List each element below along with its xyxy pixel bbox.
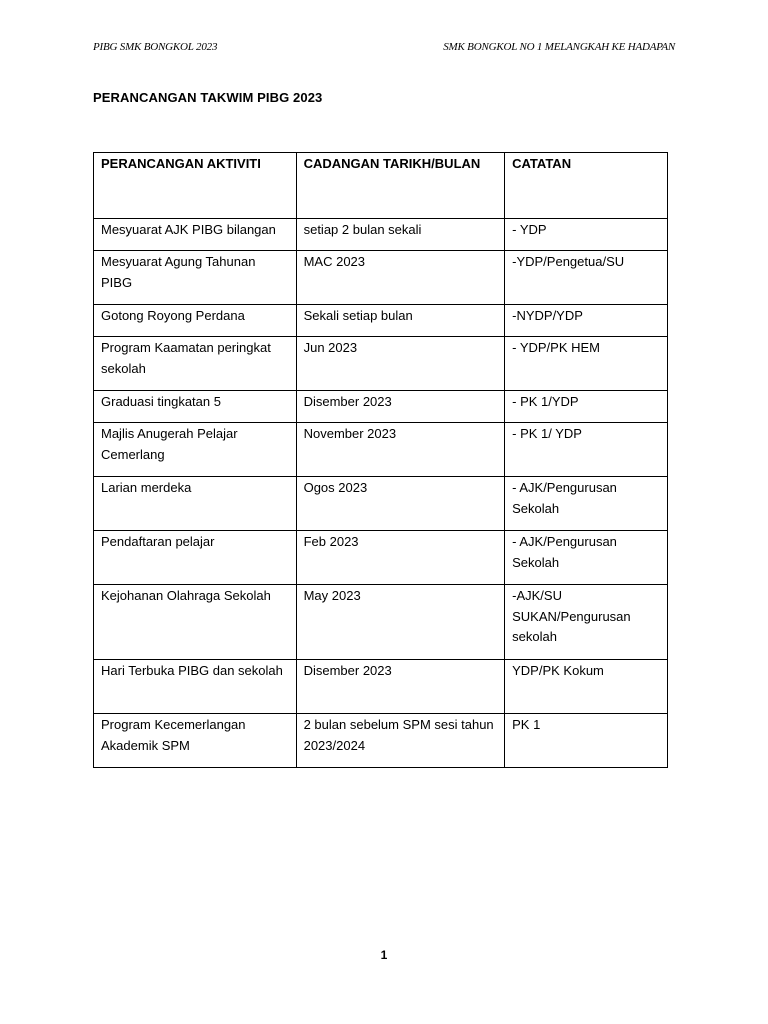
cell-aktiviti: Larian merdeka — [94, 477, 297, 531]
cell-tarikh: Disember 2023 — [296, 391, 505, 423]
table-row — [94, 714, 668, 768]
column-header-tarikh: CADANGAN TARIKH/BULAN — [296, 153, 505, 219]
page-header — [93, 41, 675, 57]
cell-aktiviti: Hari Terbuka PIBG dan sekolah — [94, 660, 297, 714]
cell-aktiviti: Pendaftaran pelajar — [94, 531, 297, 585]
cell-tarikh: setiap 2 bulan sekali — [296, 219, 505, 251]
cell-tarikh: May 2023 — [296, 585, 505, 660]
column-header-catatan: CATATAN — [505, 153, 668, 219]
header-left-text: PIBG SMK BONGKOL 2023 — [93, 41, 218, 53]
table-row — [94, 251, 668, 305]
takwim-table — [93, 152, 668, 768]
cell-tarikh: 2 bulan sebelum SPM sesi tahun 2023/2024 — [296, 714, 505, 768]
cell-catatan: - AJK/Pengurusan Sekolah — [505, 477, 668, 531]
table-row — [94, 391, 668, 423]
cell-catatan: - YDP — [505, 219, 668, 251]
cell-aktiviti: Program Kecemerlangan Akademik SPM — [94, 714, 297, 768]
cell-aktiviti: Mesyuarat AJK PIBG bilangan — [94, 219, 297, 251]
table-row — [94, 423, 668, 477]
table-row — [94, 305, 668, 337]
cell-catatan: -AJK/SU SUKAN/Pengurusan sekolah — [505, 585, 668, 660]
table-row — [94, 337, 668, 391]
cell-catatan: - AJK/Pengurusan Sekolah — [505, 531, 668, 585]
cell-catatan: YDP/PK Kokum — [505, 660, 668, 714]
cell-aktiviti: Gotong Royong Perdana — [94, 305, 297, 337]
cell-catatan: - YDP/PK HEM — [505, 337, 668, 391]
cell-aktiviti: Program Kaamatan peringkat sekolah — [94, 337, 297, 391]
cell-tarikh: November 2023 — [296, 423, 505, 477]
cell-tarikh: MAC 2023 — [296, 251, 505, 305]
table-header-row — [94, 153, 668, 219]
table-row — [94, 585, 668, 660]
cell-tarikh: Sekali setiap bulan — [296, 305, 505, 337]
cell-catatan: PK 1 — [505, 714, 668, 768]
cell-aktiviti: Kejohanan Olahraga Sekolah — [94, 585, 297, 660]
table-row — [94, 477, 668, 531]
cell-catatan: - PK 1/ YDP — [505, 423, 668, 477]
table-row — [94, 660, 668, 714]
document-title: PERANCANGAN TAKWIM PIBG 2023 — [93, 90, 323, 105]
table-row — [94, 219, 668, 251]
cell-aktiviti: Graduasi tingkatan 5 — [94, 391, 297, 423]
column-header-aktiviti: PERANCANGAN AKTIVITI — [94, 153, 297, 219]
table-row — [94, 531, 668, 585]
cell-tarikh: Jun 2023 — [296, 337, 505, 391]
cell-catatan: - PK 1/YDP — [505, 391, 668, 423]
header-right-text: SMK BONGKOL NO 1 MELANGKAH KE HADAPAN — [443, 41, 675, 53]
cell-aktiviti: Mesyuarat Agung Tahunan PIBG — [94, 251, 297, 305]
page-number: 1 — [380, 948, 388, 962]
cell-aktiviti: Majlis Anugerah Pelajar Cemerlang — [94, 423, 297, 477]
cell-catatan: -YDP/Pengetua/SU — [505, 251, 668, 305]
cell-tarikh: Disember 2023 — [296, 660, 505, 714]
cell-catatan: -NYDP/YDP — [505, 305, 668, 337]
cell-tarikh: Feb 2023 — [296, 531, 505, 585]
cell-tarikh: Ogos 2023 — [296, 477, 505, 531]
